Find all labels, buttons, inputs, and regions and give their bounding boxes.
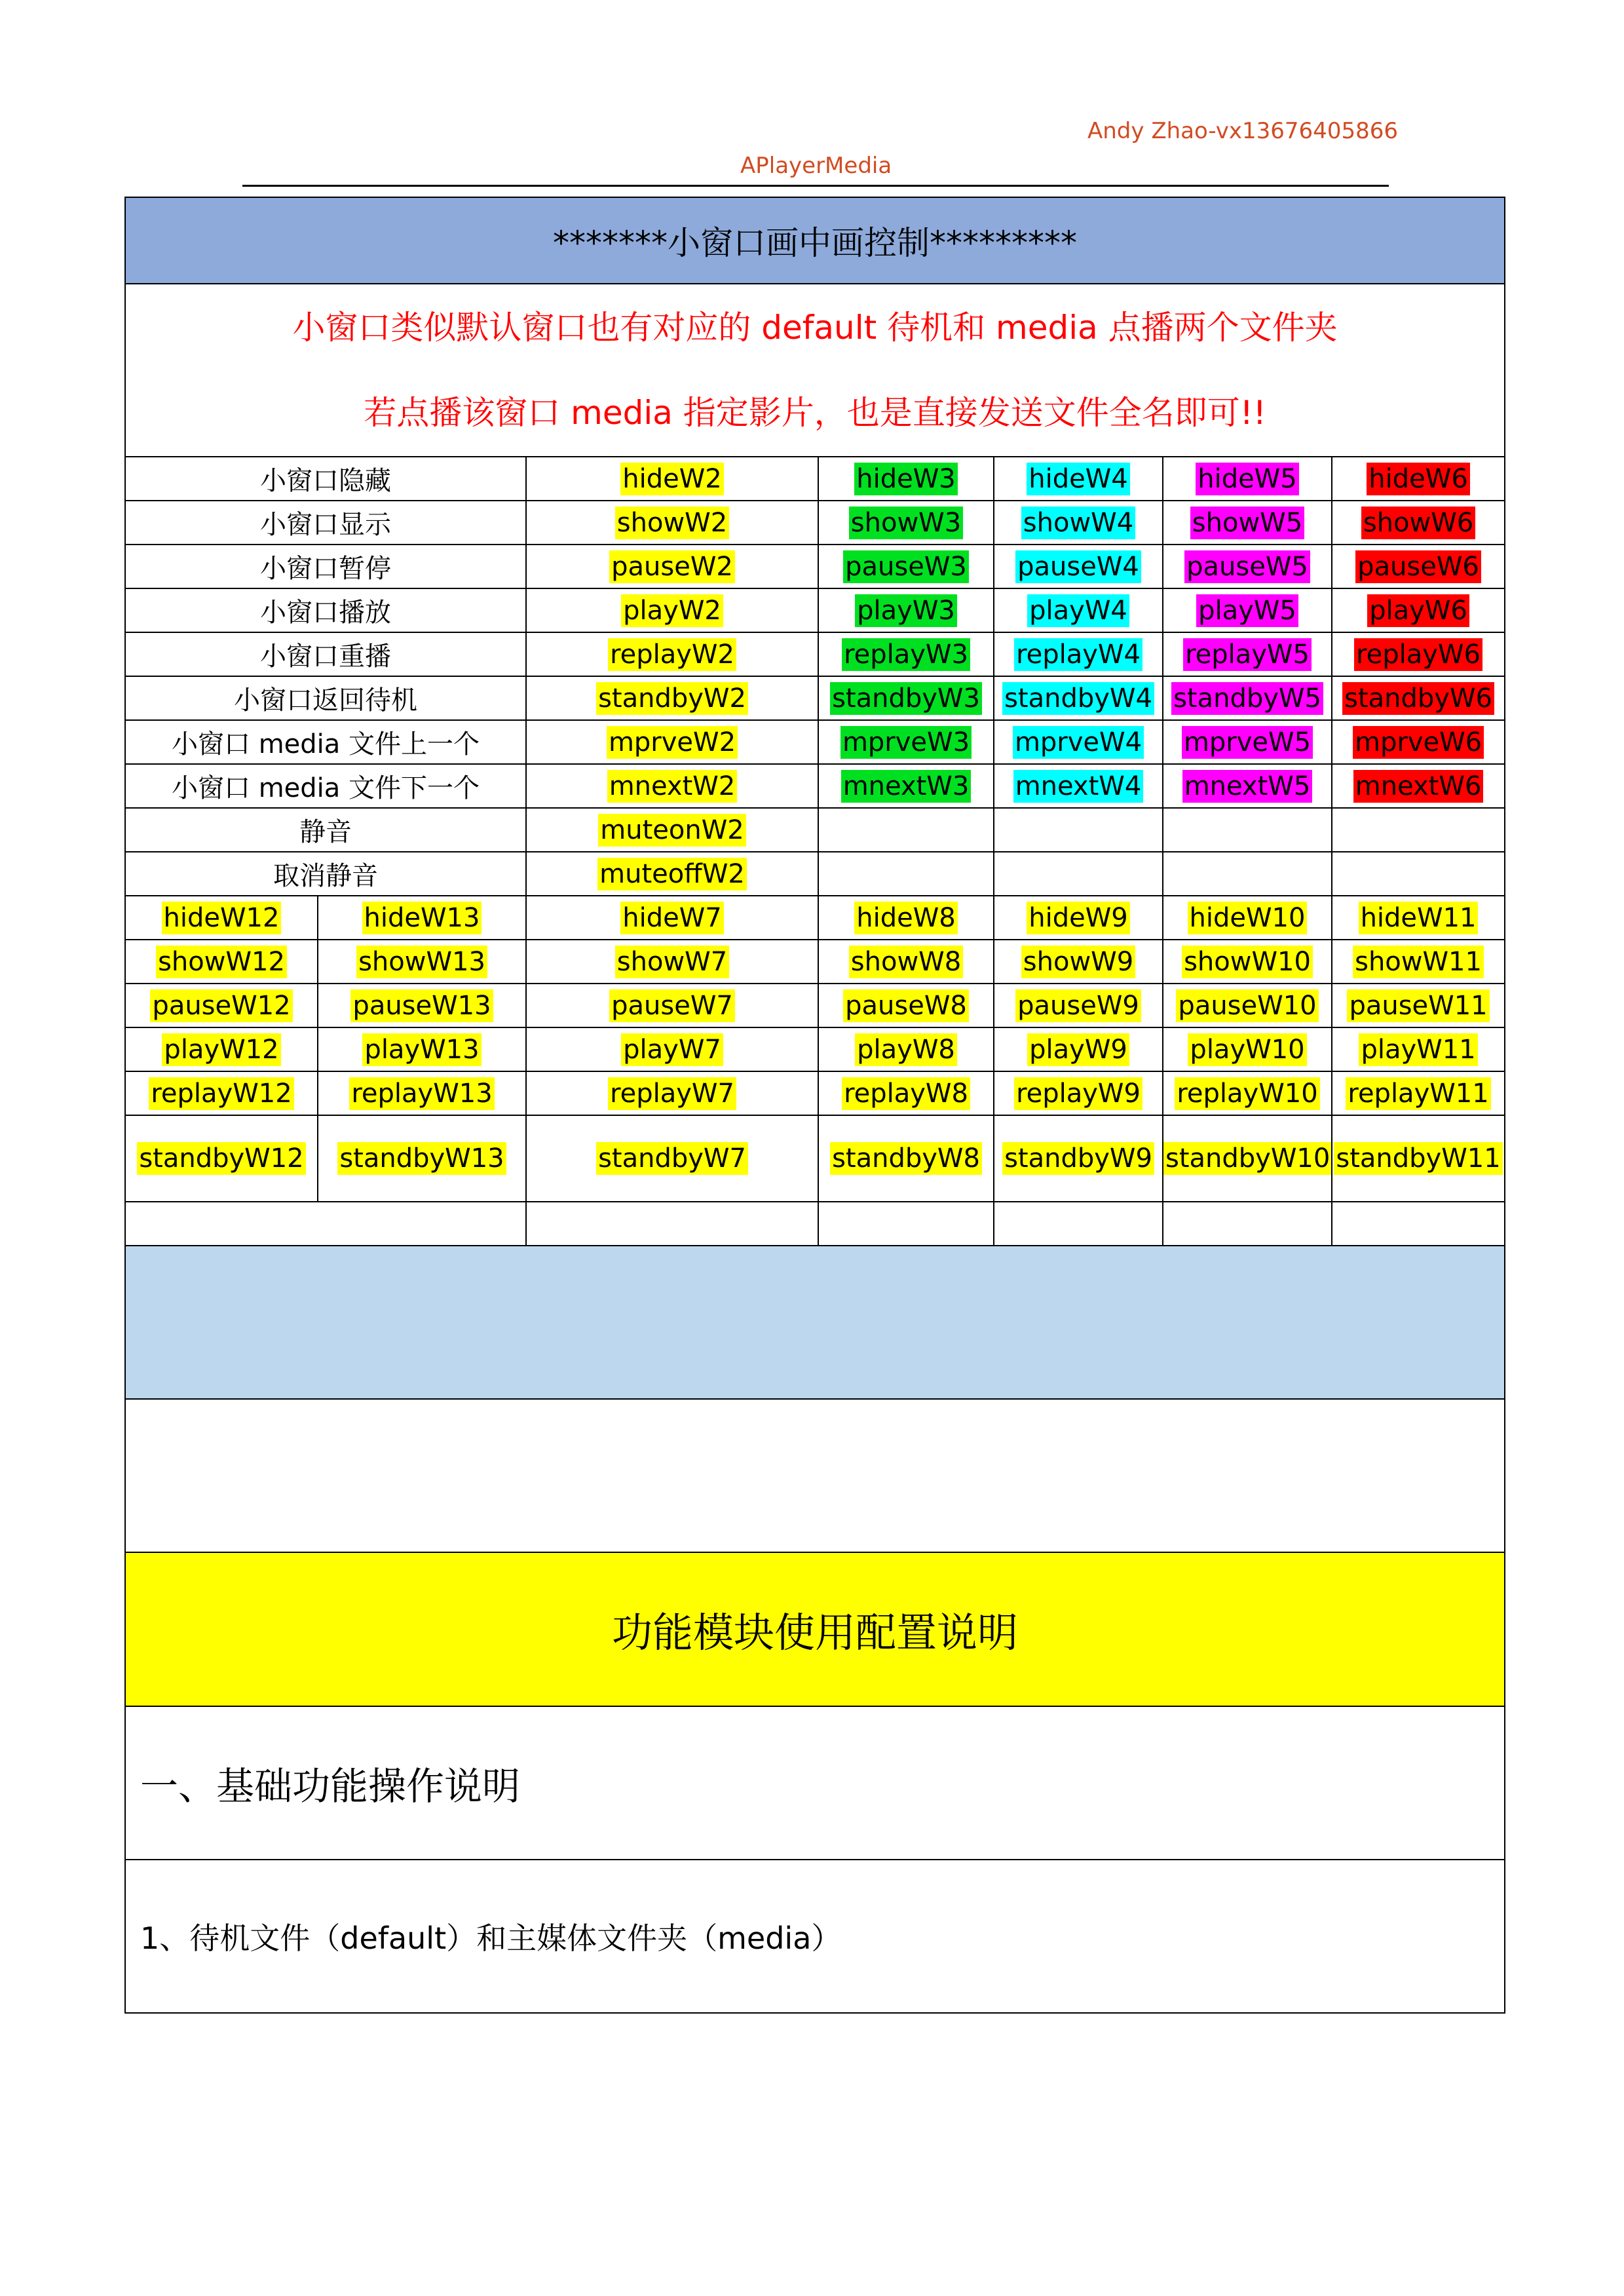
command-w8-cell — [818, 1115, 994, 1202]
command-w4: pauseW4 — [1015, 550, 1141, 583]
command-w5: showW5 — [1190, 507, 1304, 539]
command-w12: standbyW12 — [137, 1142, 305, 1175]
command-row — [125, 457, 1505, 501]
command-label-cell — [125, 720, 526, 764]
mute-command: muteonW2 — [598, 814, 746, 847]
section-heading-row — [125, 1706, 1505, 1860]
header-rule — [242, 185, 1389, 187]
command-w13: playW13 — [362, 1033, 481, 1066]
command-w11-cell — [1332, 1115, 1505, 1202]
command-w3-cell — [818, 588, 994, 632]
command-w3: pauseW3 — [843, 550, 969, 583]
command-w9: replayW9 — [1014, 1077, 1142, 1110]
section-heading: 一、基础功能操作说明 — [125, 1706, 1505, 1860]
command-w8: pauseW8 — [843, 989, 969, 1022]
command-w6-cell — [1332, 676, 1505, 720]
command-w4-cell — [994, 501, 1163, 545]
note-row — [125, 284, 1505, 457]
document-header-title: APlayerMedia — [740, 153, 892, 179]
command-w2: mprveW2 — [607, 726, 738, 759]
banner-title: *******小窗口画中画控制********* — [125, 197, 1505, 284]
command-w5-cell — [1163, 764, 1332, 808]
command-w5-cell — [1163, 545, 1332, 588]
command-w13: showW13 — [356, 946, 487, 978]
command-w6: replayW6 — [1354, 638, 1482, 671]
command-w6-cell — [1332, 720, 1505, 764]
command-w5-cell — [1163, 588, 1332, 632]
command-row — [125, 764, 1505, 808]
command-w3-cell — [818, 764, 994, 808]
command-w12: pauseW12 — [150, 989, 292, 1022]
command-w9: playW9 — [1027, 1033, 1129, 1066]
mute-label: 取消静音 — [273, 861, 378, 891]
command-w5-cell — [1163, 501, 1332, 545]
command-w7-cell — [526, 1071, 818, 1115]
command-w11: pauseW11 — [1347, 989, 1489, 1022]
command-w13: hideW13 — [362, 902, 482, 934]
command-w13-cell — [318, 984, 526, 1027]
command-row — [125, 1071, 1505, 1115]
command-w3-cell — [818, 501, 994, 545]
command-w11-cell — [1332, 1071, 1505, 1115]
command-w6: showW6 — [1361, 507, 1475, 539]
mute-row — [125, 808, 1505, 852]
empty-cell — [1332, 1202, 1505, 1246]
command-w6-cell — [1332, 764, 1505, 808]
command-w13-cell — [318, 1071, 526, 1115]
command-w6-cell — [1332, 632, 1505, 676]
command-w8-cell — [818, 1071, 994, 1115]
command-row — [125, 896, 1505, 940]
command-w4-cell — [994, 457, 1163, 501]
command-w2-cell — [526, 545, 818, 588]
mute-rows — [125, 808, 1505, 896]
mute-label-cell — [125, 808, 526, 852]
command-w8-cell — [818, 984, 994, 1027]
command-label: 小窗口重播 — [260, 641, 391, 672]
command-w10: hideW10 — [1188, 902, 1308, 934]
command-label-cell — [125, 676, 526, 720]
command-w6: pauseW6 — [1355, 550, 1481, 583]
command-w5-cell — [1163, 720, 1332, 764]
command-w2-cell — [526, 676, 818, 720]
command-w4-cell — [994, 588, 1163, 632]
empty-cell — [994, 808, 1163, 852]
command-w13: pauseW13 — [350, 989, 493, 1022]
command-w2-cell — [526, 632, 818, 676]
command-w3-cell — [818, 720, 994, 764]
command-w7-cell — [526, 896, 818, 940]
command-w10-cell — [1163, 984, 1332, 1027]
command-row — [125, 1115, 1505, 1202]
command-w9-cell — [994, 1071, 1163, 1115]
command-w8-cell — [818, 896, 994, 940]
command-w2: pauseW2 — [609, 550, 735, 583]
control-sheet-table — [124, 197, 1505, 2014]
command-row — [125, 984, 1505, 1027]
config-title: 功能模块使用配置说明 — [125, 1552, 1505, 1706]
command-w7-cell — [526, 984, 818, 1027]
command-w7: pauseW7 — [609, 989, 735, 1022]
mute-row — [125, 852, 1505, 896]
command-w11: replayW11 — [1346, 1077, 1490, 1110]
subsection-heading-row — [125, 1860, 1505, 2013]
command-w8: showW8 — [849, 946, 963, 978]
command-w6-cell — [1332, 457, 1505, 501]
blank-row — [125, 1399, 1505, 1552]
command-w5: standbyW5 — [1171, 682, 1323, 715]
command-w7: showW7 — [615, 946, 729, 978]
command-w8: replayW8 — [842, 1077, 970, 1110]
command-w13-cell — [318, 1027, 526, 1071]
command-w10: showW10 — [1182, 946, 1313, 978]
command-w12-cell — [125, 1027, 318, 1071]
w2-w6-rows — [125, 457, 1505, 808]
command-w8-cell — [818, 1027, 994, 1071]
command-w3-cell — [818, 632, 994, 676]
empty-cell — [994, 852, 1163, 896]
command-label: 小窗口隐藏 — [260, 466, 391, 496]
command-w11-cell — [1332, 940, 1505, 984]
command-w3: mprveW3 — [840, 726, 972, 759]
command-label: 小窗口返回待机 — [234, 685, 417, 716]
command-w7: playW7 — [621, 1033, 723, 1066]
command-w3: standbyW3 — [830, 682, 982, 715]
mute-label-cell — [125, 852, 526, 896]
command-w5: mprveW5 — [1182, 726, 1313, 759]
command-w4: mnextW4 — [1013, 770, 1144, 803]
empty-cell — [818, 808, 994, 852]
command-w7-cell — [526, 940, 818, 984]
command-w3: replayW3 — [842, 638, 970, 671]
command-w12: showW12 — [156, 946, 287, 978]
command-label-cell — [125, 588, 526, 632]
command-w2-cell — [526, 457, 818, 501]
command-w2-cell — [526, 588, 818, 632]
empty-cell — [1163, 1202, 1332, 1246]
command-w9: showW9 — [1021, 946, 1135, 978]
command-w10-cell — [1163, 1071, 1332, 1115]
command-w10-cell — [1163, 1027, 1332, 1071]
empty-cell — [526, 1202, 818, 1246]
command-w12-cell — [125, 984, 318, 1027]
command-w10-cell — [1163, 1115, 1332, 1202]
command-w9-cell — [994, 984, 1163, 1027]
note-line-2: 若点播该窗口 media 指定影片，也是直接发送文件全名即可!! — [364, 394, 1266, 432]
empty-cell — [994, 1202, 1163, 1246]
command-w12-cell — [125, 896, 318, 940]
command-w13: standbyW13 — [337, 1142, 506, 1175]
command-w2: replayW2 — [608, 638, 736, 671]
subsection-heading: 1、待机文件（default）和主媒体文件夹（media） — [125, 1860, 1505, 2013]
command-w7: standbyW7 — [596, 1142, 748, 1175]
command-w5: mnextW5 — [1182, 770, 1313, 803]
command-w9-cell — [994, 896, 1163, 940]
command-w7-cell — [526, 1027, 818, 1071]
w7-w13-rows — [125, 896, 1505, 1202]
command-w9-cell — [994, 940, 1163, 984]
command-w2: mnextW2 — [607, 770, 738, 803]
command-label: 小窗口 media 文件上一个 — [171, 729, 480, 759]
command-w7-cell — [526, 1115, 818, 1202]
empty-cell — [1332, 852, 1505, 896]
command-w3-cell — [818, 457, 994, 501]
command-w6-cell — [1332, 545, 1505, 588]
command-w12: replayW12 — [149, 1077, 293, 1110]
command-row — [125, 588, 1505, 632]
empty-cell — [125, 1202, 526, 1246]
command-w5-cell — [1163, 676, 1332, 720]
command-w13-cell — [318, 940, 526, 984]
command-w6: hideW6 — [1367, 463, 1469, 495]
command-w10: replayW10 — [1175, 1077, 1319, 1110]
command-label-cell — [125, 457, 526, 501]
command-row — [125, 720, 1505, 764]
empty-cell — [1332, 808, 1505, 852]
command-label: 小窗口暂停 — [260, 554, 391, 584]
mute-command-cell — [526, 808, 818, 852]
command-w4: hideW4 — [1027, 463, 1129, 495]
command-w4-cell — [994, 676, 1163, 720]
config-title-row — [125, 1552, 1505, 1706]
command-w5-cell — [1163, 457, 1332, 501]
command-label: 小窗口播放 — [260, 598, 391, 628]
command-w5: pauseW5 — [1184, 550, 1310, 583]
command-w2: standbyW2 — [596, 682, 748, 715]
command-w3: playW3 — [855, 594, 957, 627]
blank-cell — [125, 1399, 1505, 1552]
command-w10: playW10 — [1188, 1033, 1306, 1066]
command-w13-cell — [318, 896, 526, 940]
empty-row — [125, 1202, 1505, 1246]
blue-band-cell — [125, 1246, 1505, 1399]
command-w3: mnextW3 — [841, 770, 972, 803]
blue-band-row — [125, 1246, 1505, 1399]
command-w12-cell — [125, 1071, 318, 1115]
command-w5: playW5 — [1196, 594, 1298, 627]
command-w11-cell — [1332, 896, 1505, 940]
note-cell — [125, 284, 1505, 457]
command-w10: pauseW10 — [1176, 989, 1318, 1022]
command-w3-cell — [818, 676, 994, 720]
command-w5: replayW5 — [1183, 638, 1312, 671]
command-w6: standbyW6 — [1342, 682, 1494, 715]
command-row — [125, 632, 1505, 676]
command-w3: hideW3 — [854, 463, 957, 495]
command-label-cell — [125, 764, 526, 808]
command-row — [125, 545, 1505, 588]
command-w11-cell — [1332, 1027, 1505, 1071]
command-w3-cell — [818, 545, 994, 588]
command-w12-cell — [125, 940, 318, 984]
note-line-1: 小窗口类似默认窗口也有对应的 default 待机和 media 点播两个文件夹 — [292, 309, 1338, 347]
command-w4: showW4 — [1021, 507, 1135, 539]
command-w2-cell — [526, 720, 818, 764]
command-w10: standbyW10 — [1163, 1142, 1332, 1175]
mute-label: 静音 — [299, 817, 352, 847]
command-label-cell — [125, 545, 526, 588]
command-w5: hideW5 — [1196, 463, 1298, 495]
command-w6-cell — [1332, 588, 1505, 632]
command-w11-cell — [1332, 984, 1505, 1027]
command-row — [125, 501, 1505, 545]
command-w9: hideW9 — [1027, 902, 1129, 934]
command-w2: showW2 — [615, 507, 729, 539]
banner-row — [125, 197, 1505, 284]
command-w8: playW8 — [855, 1033, 957, 1066]
command-w12-cell — [125, 1115, 318, 1202]
command-label-cell — [125, 632, 526, 676]
command-w4-cell — [994, 720, 1163, 764]
command-w13-cell — [318, 1115, 526, 1202]
command-w12: hideW12 — [162, 902, 282, 934]
command-w6-cell — [1332, 501, 1505, 545]
command-label: 小窗口显示 — [260, 510, 391, 540]
command-row — [125, 940, 1505, 984]
command-row — [125, 676, 1505, 720]
command-w4-cell — [994, 545, 1163, 588]
command-w6: mnextW6 — [1353, 770, 1484, 803]
command-w11: playW11 — [1359, 1033, 1477, 1066]
command-w2: hideW2 — [620, 463, 723, 495]
command-w4: standbyW4 — [1002, 682, 1154, 715]
command-w4: playW4 — [1027, 594, 1129, 627]
author-contact: Andy Zhao-vx13676405866 — [1087, 118, 1398, 144]
command-w2-cell — [526, 764, 818, 808]
command-w7: hideW7 — [620, 902, 723, 934]
command-w6: mprveW6 — [1353, 726, 1484, 759]
command-w10-cell — [1163, 940, 1332, 984]
command-label: 小窗口 media 文件下一个 — [171, 773, 480, 803]
command-w5-cell — [1163, 632, 1332, 676]
command-w4-cell — [994, 632, 1163, 676]
command-w2-cell — [526, 501, 818, 545]
command-w12: playW12 — [162, 1033, 280, 1066]
mute-command-cell — [526, 852, 818, 896]
command-w8-cell — [818, 940, 994, 984]
command-w9-cell — [994, 1027, 1163, 1071]
command-w7: replayW7 — [608, 1077, 736, 1110]
command-row — [125, 1027, 1505, 1071]
command-w4-cell — [994, 764, 1163, 808]
empty-cell — [818, 852, 994, 896]
empty-cell — [1163, 808, 1332, 852]
command-w11: standbyW11 — [1334, 1142, 1502, 1175]
command-w9: standbyW9 — [1002, 1142, 1154, 1175]
command-w10-cell — [1163, 896, 1332, 940]
command-w13: replayW13 — [349, 1077, 494, 1110]
command-w2: playW2 — [621, 594, 723, 627]
command-w4: mprveW4 — [1013, 726, 1144, 759]
command-w11: hideW11 — [1359, 902, 1479, 934]
command-w9: pauseW9 — [1015, 989, 1141, 1022]
command-label-cell — [125, 501, 526, 545]
mute-command: muteoffW2 — [597, 858, 747, 890]
command-w9-cell — [994, 1115, 1163, 1202]
command-w11: showW11 — [1353, 946, 1484, 978]
empty-cell — [818, 1202, 994, 1246]
command-w8: standbyW8 — [830, 1142, 982, 1175]
command-w3: showW3 — [849, 507, 963, 539]
command-w6: playW6 — [1367, 594, 1469, 627]
command-w8: hideW8 — [854, 902, 957, 934]
empty-cell — [1163, 852, 1332, 896]
command-w4: replayW4 — [1014, 638, 1142, 671]
